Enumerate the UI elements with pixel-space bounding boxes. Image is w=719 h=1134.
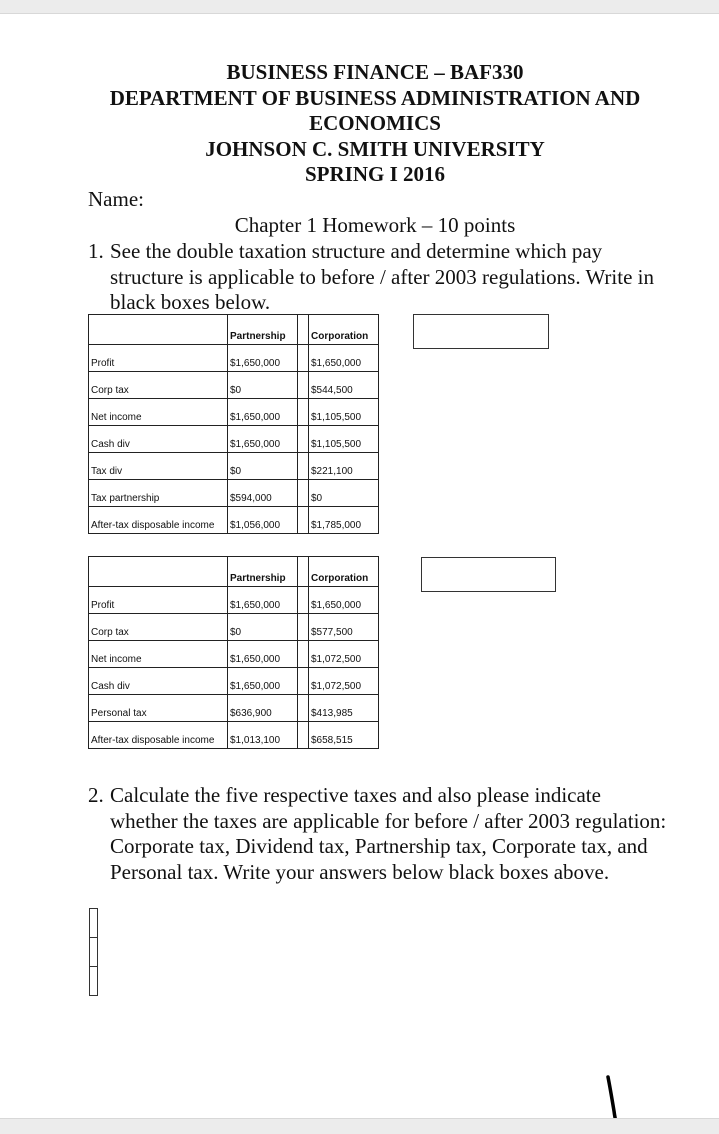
taxation-table-1: [88, 314, 379, 534]
small-answer-box-3[interactable]: [89, 966, 98, 996]
table-header-row: [89, 315, 379, 345]
column-gap: [298, 557, 309, 587]
row-label: After-tax disposable income: [89, 507, 228, 534]
table-row: [89, 507, 379, 534]
table-row: [89, 426, 379, 453]
corporation-value: $413,985: [309, 695, 379, 722]
header-cell-empty: [89, 557, 228, 587]
partnership-value: $1,650,000: [228, 345, 298, 372]
corporation-value: $1,072,500: [309, 668, 379, 695]
partnership-value: $1,650,000: [228, 641, 298, 668]
row-label: Tax partnership: [89, 480, 228, 507]
corporation-value: $1,650,000: [309, 345, 379, 372]
column-gap: [298, 372, 309, 399]
partnership-value: $1,056,000: [228, 507, 298, 534]
question-2: [88, 783, 673, 885]
corporation-value: $1,105,500: [309, 426, 379, 453]
column-gap: [298, 345, 309, 372]
question-1-number: 1.: [88, 239, 104, 263]
question-2-text: Calculate the five respective taxes and also please indicate whether the taxes are applicable for before / after 2003 regulation: Corporate tax, Dividend tax, Partnership tax, Corporate tax, and Personal tax. Write your answers below black boxes above.: [110, 783, 667, 884]
university-name: JOHNSON C. SMITH UNIVERSITY: [205, 136, 545, 161]
header-cell-corporation: Corporation: [309, 315, 379, 345]
table-row: [89, 668, 379, 695]
table-row: [89, 345, 379, 372]
name-label: Name:: [88, 187, 144, 211]
document-header: [60, 60, 690, 188]
partnership-value: $594,000: [228, 480, 298, 507]
column-gap: [298, 641, 309, 668]
taxation-table-2: [88, 556, 379, 749]
corporation-value: $544,500: [309, 372, 379, 399]
question-1-text: See the double taxation structure and determine which pay structure is applicable to before / after 2003 regulations. Write in black boxes below.: [110, 239, 655, 314]
table-row: [89, 372, 379, 399]
corporation-value: $1,650,000: [309, 587, 379, 614]
row-label: Net income: [89, 399, 228, 426]
viewer-bottom-bar: [0, 1118, 719, 1134]
partnership-value: $0: [228, 453, 298, 480]
column-gap: [298, 507, 309, 534]
header-cell-partnership: Partnership: [228, 315, 298, 345]
table-header-row: [89, 557, 379, 587]
partnership-value: $0: [228, 372, 298, 399]
course-title: BUSINESS FINANCE – BAF330: [226, 60, 524, 84]
column-gap: [298, 426, 309, 453]
column-gap: [298, 695, 309, 722]
answer-box-2[interactable]: [421, 557, 556, 592]
small-answer-box-1[interactable]: [89, 908, 98, 938]
table-row: [89, 641, 379, 668]
partnership-value: $1,650,000: [228, 668, 298, 695]
corporation-value: $1,105,500: [309, 399, 379, 426]
corporation-value: $1,072,500: [309, 641, 379, 668]
partnership-value: $0: [228, 614, 298, 641]
row-label: Personal tax: [89, 695, 228, 722]
table-row: [89, 722, 379, 749]
term-label: SPRING I 2016: [304, 162, 446, 186]
department-line-2: ECONOMICS: [309, 111, 441, 135]
question-1: [88, 239, 673, 316]
column-gap: [298, 668, 309, 695]
row-label: Profit: [89, 587, 228, 614]
table-row: [89, 587, 379, 614]
column-gap: [298, 399, 309, 426]
corporation-value: $577,500: [309, 614, 379, 641]
header-cell-empty: [89, 315, 228, 345]
row-label: After-tax disposable income: [89, 722, 228, 749]
row-label: Net income: [89, 641, 228, 668]
corporation-value: $0: [309, 480, 379, 507]
row-label: Corp tax: [89, 372, 228, 399]
table-row: [89, 399, 379, 426]
row-label: Corp tax: [89, 614, 228, 641]
row-label: Tax div: [89, 453, 228, 480]
table-row: [89, 453, 379, 480]
row-label: Cash div: [89, 426, 228, 453]
chapter-title: Chapter 1 Homework – 10 points: [234, 213, 516, 237]
row-label: Cash div: [89, 668, 228, 695]
column-gap: [298, 453, 309, 480]
column-gap: [298, 722, 309, 749]
header-cell-corporation: Corporation: [309, 557, 379, 587]
question-2-number: 2.: [88, 783, 104, 807]
corporation-value: $221,100: [309, 453, 379, 480]
row-label: Profit: [89, 345, 228, 372]
corporation-value: $658,515: [309, 722, 379, 749]
column-gap: [298, 614, 309, 641]
answer-box-1[interactable]: [413, 314, 549, 349]
table-row: [89, 695, 379, 722]
corporation-value: $1,785,000: [309, 507, 379, 534]
department-line-1: DEPARTMENT OF BUSINESS ADMINISTRATION AND: [109, 85, 641, 110]
header-cell-partnership: Partnership: [228, 557, 298, 587]
column-gap: [298, 587, 309, 614]
partnership-value: $1,013,100: [228, 722, 298, 749]
small-answer-box-2[interactable]: [89, 937, 98, 967]
table-row: [89, 614, 379, 641]
column-gap: [298, 480, 309, 507]
viewer-top-bar: [0, 0, 719, 14]
column-gap: [298, 315, 309, 345]
partnership-value: $636,900: [228, 695, 298, 722]
partnership-value: $1,650,000: [228, 426, 298, 453]
partnership-value: $1,650,000: [228, 399, 298, 426]
table-row: [89, 480, 379, 507]
partnership-value: $1,650,000: [228, 587, 298, 614]
